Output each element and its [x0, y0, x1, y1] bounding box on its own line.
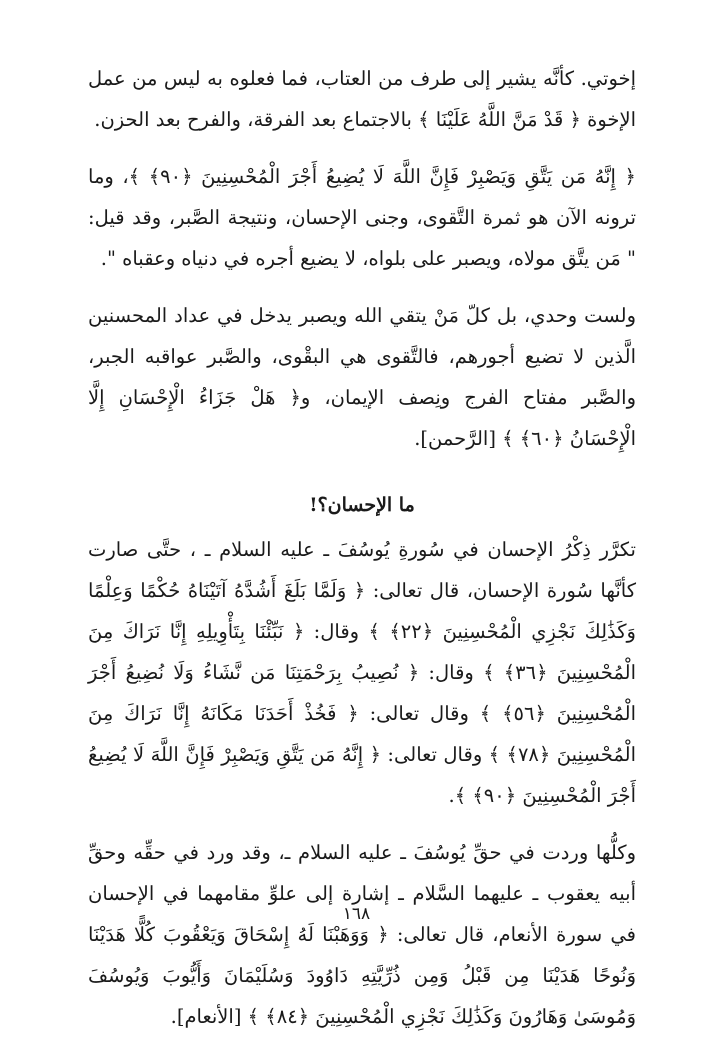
- paragraph-2: ﴿ إِنَّهُ مَن يَتَّقِ وَيَصْبِرْ فَإِنَّ اللَّهَ لَا يُضِيعُ أَجْرَ الْمُحْسِنِينَ ﴿٩٠﴾ ﴾، وما ترونه الآن هو ثمرة التَّقوى، وجنى الإحسان، ونتيجة الصَّبر، وقد قيل: " مَن يتَّق مولاه، ويصبر على بلواه، لا يضيع أجره في دنياه وعقباه ".: [88, 165, 636, 270]
- paragraph-4: تكرَّر ذِكْرُ الإحسان في سُورةِ يُوسُفَ ـ عليه السلام ـ ، حتَّى صارت كأنَّها سُورة الإحسان، قال تعالى: ﴿ وَلَمَّا بَلَغَ أَشُدَّهُ آتَيْنَاهُ حُكْمًا وَعِلْمًا وَكَذَٰلِكَ نَجْزِي الْمُحْسِنِينَ ﴿٢٢﴾ ﴾ وقال: ﴿ نَبِّئْنَا بِتَأْوِيلِهِ إِنَّا نَرَاكَ مِنَ الْمُحْسِنِينَ ﴿٣٦﴾ ﴾ وقال: ﴿ نُصِيبُ بِرَحْمَتِنَا مَن نَّشَاءُ وَلَا نُضِيعُ أَجْرَ الْمُحْسِنِينَ ﴿٥٦﴾ ﴾ وقال تعالى: ﴿ فَخُذْ أَحَدَنَا مَكَانَهُ إِنَّا نَرَاكَ مِنَ الْمُحْسِنِينَ ﴿٧٨﴾ ﴾ وقال تعالى: ﴿ إِنَّهُ مَن يَتَّقِ وَيَصْبِرْ فَإِنَّ اللَّهَ لَا يُضِيعُ أَجْرَ الْمُحْسِنِينَ ﴿٩٠﴾ ﴾.: [88, 538, 636, 807]
- paragraph-1: إخوتي. كأنَّه يشير إلى طرف من العتاب، فما فعلوه به ليس من عمل الإخوة ﴿ قَدْ مَنَّ اللَّهُ عَلَيْنَا ﴾ بالاجتماع بعد الفرقة، والفرح بعد الحزن.: [88, 67, 636, 131]
- paragraph-5: وكلُّها وردت في حقِّ يُوسُفَ ـ عليه السلام ـ، وقد ورد في حقِّه وحقِّ أبيه يعقوب ـ عليهما السَّلام ـ إشارة إلى علوِّ مقامهما في الإحسان في سورة الأنعام، قال تعالى: ﴿ وَوَهَبْنَا لَهُ إِسْحَاقَ وَيَعْقُوبَ كُلًّا هَدَيْنَا وَنُوحًا هَدَيْنَا مِن قَبْلُ وَمِن ذُرِّيَّتِهِ دَاوُودَ وَسُلَيْمَانَ وَأَيُّوبَ وَيُوسُفَ وَمُوسَىٰ وَهَارُونَ وَكَذَٰلِكَ نَجْزِي الْمُحْسِنِينَ ﴿٨٤﴾ ﴾ [الأنعام].: [88, 841, 636, 1028]
- paragraph-3: ولست وحدي، بل كلّ مَنْ يتقي الله ويصبر يدخل في عداد المحسنين الَّذين لا تضيع أجورهم، فالتَّقوى هي البقْوى، والصَّبر عواقبه الجبر، والصَّبر مفتاح الفرج ونِصف الإيمان، و﴿ هَلْ جَزَاءُ الْإِحْسَانِ إِلَّا الْإِحْسَانُ ﴿٦٠﴾ ﴾ [الرَّحمن].: [88, 304, 636, 450]
- section-heading: ما الإحسان؟!: [309, 494, 415, 516]
- page-number: ١٦٨: [342, 904, 371, 924]
